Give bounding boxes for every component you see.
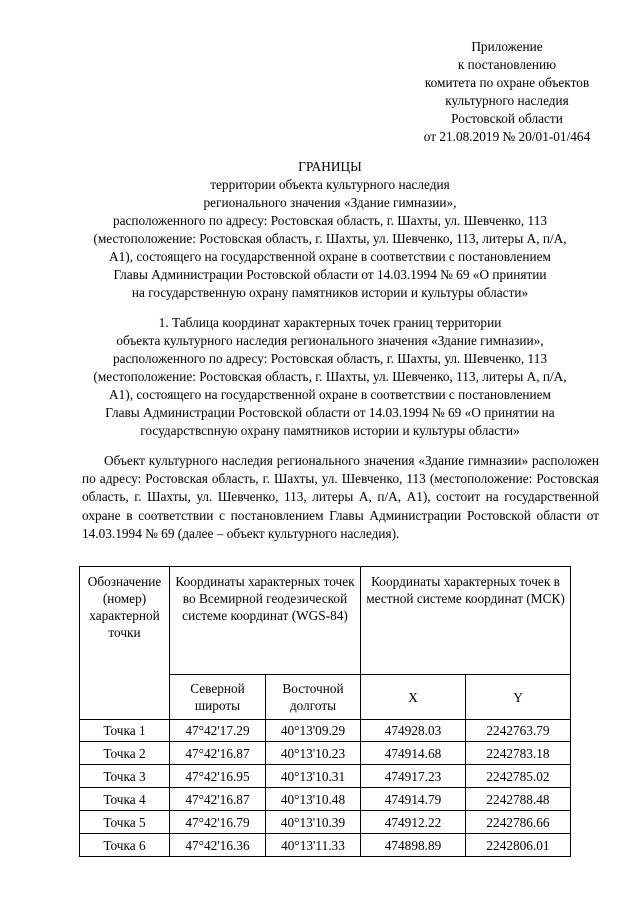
coordinates-table [79, 566, 571, 857]
cell-lat: 47°42'16.36 [170, 834, 266, 857]
cell-y: 2242783.18 [466, 742, 571, 765]
header-x: X [361, 675, 466, 720]
document-title [60, 158, 600, 302]
table-row [80, 811, 571, 834]
cell-x: 474914.68 [361, 742, 466, 765]
header-point: Обозначение (номер) характерной точки [80, 567, 170, 720]
appendix-block [380, 38, 634, 146]
header-wgs: Координаты характерных точек во Всемирной геодезической системе координат (WGS-84) [170, 567, 361, 675]
appendix-line: к постановлению [457, 57, 557, 72]
cell-x: 474914.79 [361, 788, 466, 811]
title-line: территории объекта культурного наследия [210, 177, 450, 192]
cell-lon: 40°13'10.48 [266, 788, 361, 811]
table-row [80, 788, 571, 811]
cell-x: 474898.89 [361, 834, 466, 857]
cell-lat: 47°42'16.79 [170, 811, 266, 834]
table-row [80, 742, 571, 765]
cell-point: Точка 3 [80, 765, 170, 788]
header-y: Y [466, 675, 571, 720]
table-heading-line: расположенного по адресу: Ростовская область, г. Шахты, ул. Шевченко, 113 [112, 351, 548, 366]
title-heading: ГРАНИЦЫ [298, 159, 362, 174]
table-row [80, 720, 571, 742]
table-header-row [80, 567, 571, 675]
cell-y: 2242763.79 [466, 720, 571, 742]
cell-x: 474928.03 [361, 720, 466, 742]
appendix-line: Приложение [471, 39, 543, 54]
cell-lon: 40°13'10.23 [266, 742, 361, 765]
table-heading-line: 1. Таблица координат характерных точек границ территории [158, 315, 502, 330]
cell-point: Точка 4 [80, 788, 170, 811]
cell-point: Точка 5 [80, 811, 170, 834]
cell-lat: 47°42'16.87 [170, 788, 266, 811]
table-heading-line: государствсnную охрану памятников истории и культуры области» [140, 423, 520, 438]
title-line: Главы Администрации Ростовской области от 14.03.1994 № 69 «О принятии [113, 267, 547, 282]
appendix-line: от 21.08.2019 № 20/01-01/464 [423, 129, 591, 144]
appendix-line: культурного наследия [445, 93, 569, 108]
cell-y: 2242785.02 [466, 765, 571, 788]
cell-point: Точка 2 [80, 742, 170, 765]
cell-lat: 47°42'17.29 [170, 720, 266, 742]
cell-point: Точка 6 [80, 834, 170, 857]
cell-lon: 40°13'10.31 [266, 765, 361, 788]
cell-lon: 40°13'10.39 [266, 811, 361, 834]
table-heading [60, 314, 600, 440]
title-line: регионального значения «Здание гимназии», [203, 195, 457, 210]
cell-lat: 47°42'16.95 [170, 765, 266, 788]
table-heading-line: Главы Администрации Ростовской области от 14.03.1994 № 69 «О принятии на [105, 405, 555, 420]
description-paragraph: Объект культурного наследия регионального значения «Здание гимназии» расположен по адресу: Ростовская область, г. Шахты, ул. Шевченко, 113 (местоположение: Ростовская область, г. Шахты, ул. Шевченко, 113, литеры А, п/А, А1), состоит на государственной охране в соответствии с постановлением Главы Администрации Ростовской области от 14.03.1994 № 69 (далее – объект культурного наследия). [82, 453, 599, 541]
table-heading-line: объекта культурного наследия регионального значения «Здание гимназии», [116, 333, 544, 348]
cell-x: 474917.23 [361, 765, 466, 788]
cell-lon: 40°13'09.29 [266, 720, 361, 742]
cell-y: 2242788.48 [466, 788, 571, 811]
appendix-line: Ростовской области [451, 111, 563, 126]
table-heading-line: А1), состоящего на государственной охране в соответствии с постановлением [109, 387, 551, 402]
title-line: (местоположение: Ростовская область, г. Шахты, ул. Шевченко, 113, литеры А, п/А, [93, 231, 567, 246]
cell-lon: 40°13'11.33 [266, 834, 361, 857]
header-msk: Координаты характерных точек в местной системе координат (МСК) [361, 567, 571, 675]
table-row [80, 834, 571, 857]
title-line: А1), состоящего на государственной охране в соответствии с постановлением [109, 249, 551, 264]
table-row [80, 765, 571, 788]
header-lat: Северной широты [170, 675, 266, 720]
cell-lat: 47°42'16.87 [170, 742, 266, 765]
table-heading-line: (местоположение: Ростовская область, г. Шахты, ул. Шевченко, 113, литеры А, п/А, [93, 369, 567, 384]
cell-y: 2242806.01 [466, 834, 571, 857]
header-lon: Восточной долготы [266, 675, 361, 720]
cell-x: 474912.22 [361, 811, 466, 834]
appendix-line: комитета по охране объектов [424, 75, 590, 90]
title-line: на государственную охрану памятников истории и культуры области» [131, 285, 529, 300]
cell-point: Точка 1 [80, 720, 170, 742]
title-line: расположенного по адресу: Ростовская область, г. Шахты, ул. Шевченко, 113 [112, 213, 548, 228]
cell-y: 2242786.66 [466, 811, 571, 834]
